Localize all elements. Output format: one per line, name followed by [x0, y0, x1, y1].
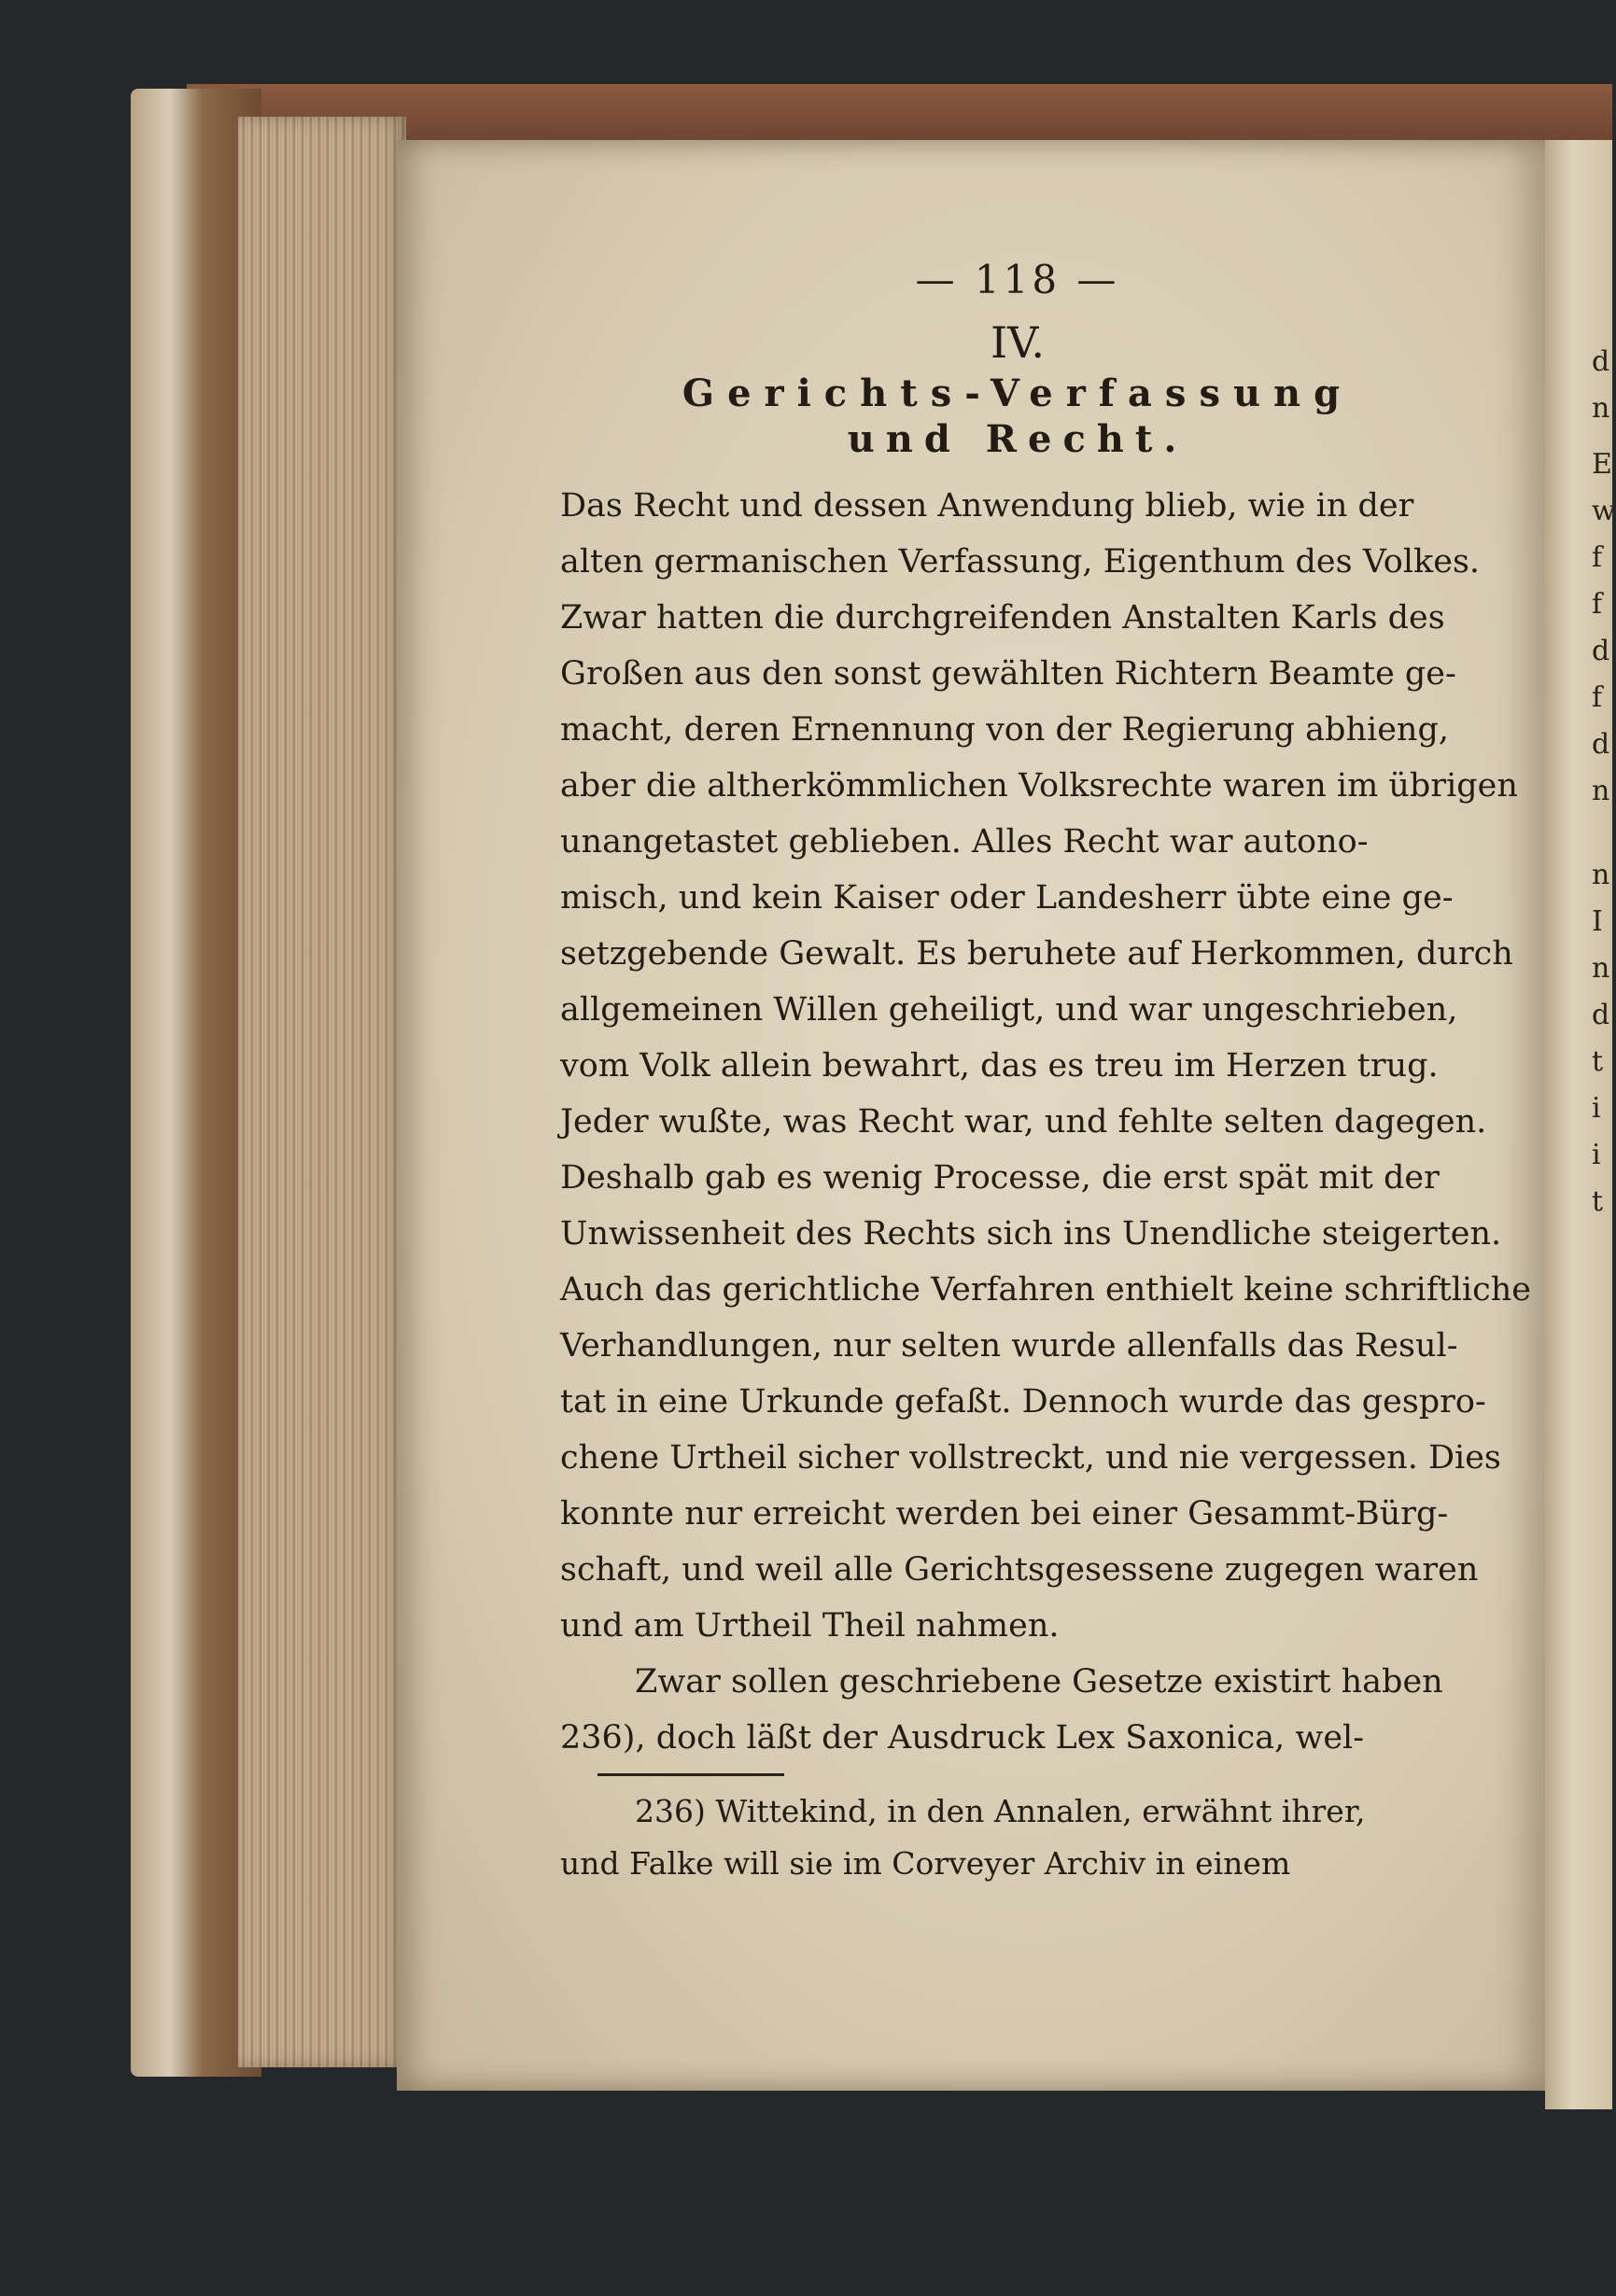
paragraph-2 [560, 1654, 1475, 1766]
paragraph1-line: misch, und kein Kaiser oder Landesherr übte eine ge- [560, 879, 1454, 917]
right-page-letter: d [1592, 999, 1610, 1031]
paragraph1-line: Jeder wußte, was Recht war, und fehlte selten dagegen. [560, 1103, 1487, 1141]
footnotes-line: 236) Wittekind, in den Annalen, erwähnt ihrer, [635, 1793, 1366, 1829]
footnotes-line: und Falke will sie im Corveyer Archiv in einem [560, 1845, 1291, 1882]
right-page-letter: i [1592, 1092, 1601, 1125]
page-content [560, 257, 1531, 1890]
paragraph1-line: tat in eine Urkunde gefaßt. Dennoch wurde das gespro- [560, 1383, 1486, 1421]
paragraph1-line: macht, deren Ernennung von der Regierung abhieng, [560, 711, 1449, 749]
paragraph1-line: Zwar hatten die durchgreifenden Anstalten Karls des [560, 599, 1445, 637]
right-page-letter: n [1592, 952, 1610, 985]
paragraph1-line: allgemeinen Willen geheiligt, und war ungeschrieben, [560, 991, 1458, 1029]
right-page-letter: I [1592, 905, 1603, 938]
paragraph1-line: Großen aus den sonst gewählten Richtern Beamte ge- [560, 655, 1456, 693]
paragraph1-line: unangetastet geblieben. Alles Recht war autono- [560, 823, 1369, 861]
chapter-subtitle: und Recht. [847, 417, 1188, 461]
paragraph1-line: Das Recht und dessen Anwendung blieb, wie in der [560, 487, 1414, 525]
right-page-letter: n [1592, 775, 1610, 807]
paragraph1-line: alten germanischen Verfassung, Eigenthum des Volkes. [560, 543, 1481, 581]
right-page-edge [1545, 140, 1616, 2109]
page-edges [238, 117, 406, 2067]
right-page-letter: t [1592, 1185, 1604, 1218]
right-page-letter: i [1592, 1139, 1601, 1171]
paragraph1-line: vom Volk allein bewahrt, das es treu im Herzen trug. [560, 1047, 1439, 1085]
paragraph2-line: 236), doch läßt der Ausdruck Lex Saxonica, wel- [560, 1719, 1365, 1757]
page-number: — 118 — [915, 257, 1120, 302]
paragraph1-line: chene Urtheil sicher vollstreckt, und nie vergessen. Dies [560, 1439, 1501, 1477]
chapter-number: IV. [991, 317, 1045, 368]
footnote-divider [597, 1773, 784, 1776]
right-page-letter: w [1592, 495, 1616, 527]
paragraph1-line: und am Urtheil Theil nahmen. [560, 1607, 1060, 1645]
paragraph-1 [560, 478, 1531, 1654]
paragraph1-line: Unwissenheit des Rechts sich ins Unendliche steigerten. [560, 1215, 1502, 1253]
paragraph1-line: aber die altherkömmlichen Volksrechte waren im übrigen [560, 767, 1518, 805]
paragraph2-line: Zwar sollen geschriebene Gesetze existirt haben [635, 1663, 1443, 1701]
right-page-letter: d [1592, 345, 1610, 378]
paragraph1-line: Deshalb gab es wenig Processe, die erst spät mit der [560, 1159, 1440, 1197]
right-page-letter: f [1592, 541, 1603, 574]
right-page-letter: t [1592, 1045, 1604, 1078]
chapter-title: Gerichts-Verfassung [682, 371, 1354, 415]
paragraph1-line: konnte nur erreicht werden bei einer Gesammt-Bürg- [560, 1495, 1449, 1533]
right-page-letter: d [1592, 635, 1610, 667]
right-page-letter: d [1592, 728, 1610, 761]
right-page-letter: f [1592, 588, 1603, 621]
right-page-letter: n [1592, 859, 1610, 891]
right-page-letter: f [1592, 681, 1603, 714]
right-page-letter: E [1592, 448, 1612, 481]
right-page-letter: n [1592, 392, 1610, 425]
paragraph1-line: Auch das gerichtliche Verfahren enthielt keine schriftliche [560, 1271, 1531, 1309]
paragraph1-line: setzgebende Gewalt. Es beruhete auf Herkommen, durch [560, 935, 1513, 973]
footnotes [560, 1785, 1475, 1890]
paragraph1-line: Verhandlungen, nur selten wurde allenfalls das Resul- [560, 1327, 1458, 1365]
paragraph1-line: schaft, und weil alle Gerichtsgesessene zugegen waren [560, 1551, 1479, 1589]
